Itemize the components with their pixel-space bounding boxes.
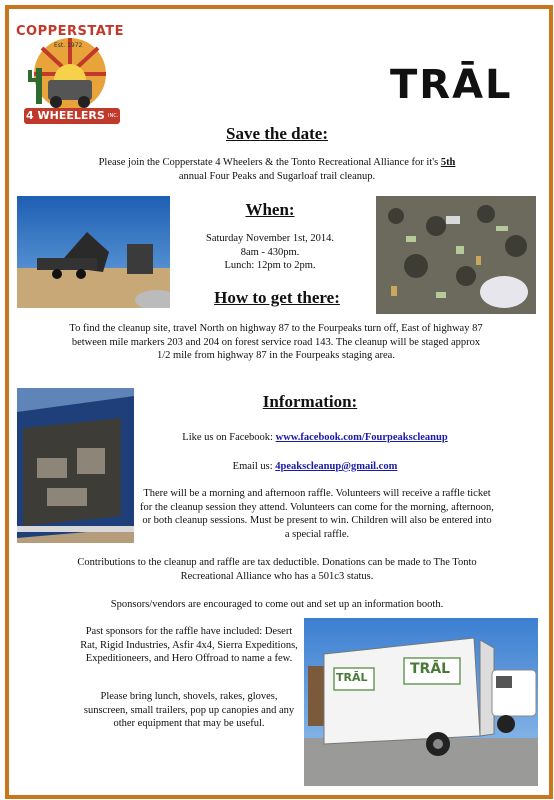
intro-text: Please join the Copperstate 4 Wheelers & the Tonto Recreational Alliance for it's	[98, 157, 441, 168]
email-line	[140, 460, 490, 474]
past-sponsors-text: Past sponsors for the raffle have included: Desert Rat, Rigid Industries, Asfir 4x4, Sierra Expeditions, Expeditioneers, and Hero Offroad to name a few.	[80, 626, 298, 664]
when-heading: When:	[245, 200, 295, 219]
email-label: Email us:	[232, 461, 276, 472]
directions-heading: How to get there:	[214, 288, 340, 307]
logo-top-text: COPPERSTATE	[16, 24, 125, 39]
trailer-logo-right: TRĀL	[410, 661, 451, 677]
when-lunch: Lunch: 12pm to 2pm.	[224, 260, 316, 271]
intro-line2: annual Four Peaks and Sugarloaf trail cleanup.	[178, 170, 376, 182]
save-the-date-heading: Save the date:	[226, 124, 328, 143]
raffle-text: There will be a morning and afternoon raffle. Volunteers will receive a raffle ticket for the cleanup session they attend. Volunteers can come for the morning, afternoon, or both cleanup sessions. Must be present to win. Children will also be entered into a special raffle.	[140, 488, 494, 540]
logo-est-text: Est. 1972	[54, 42, 83, 49]
copperstate-logo	[14, 20, 126, 132]
facebook-label: Like us on Facebook:	[182, 432, 276, 443]
sponsors-text: Sponsors/vendors are encouraged to come out and set up an information booth.	[110, 599, 444, 610]
trailer-logo-left: TRĀL	[336, 671, 368, 684]
dumpster-photo	[17, 388, 134, 543]
logo-inc-text: INC.	[108, 113, 119, 119]
logo-bottom-text: 4 WHEELERS	[26, 109, 105, 122]
contributions-text: Contributions to the cleanup and raffle are tax deductible. Donations can be made to The Tonto Recreational Alliance who has a 501c3 status.	[77, 557, 477, 582]
trailer-photo	[304, 618, 538, 786]
directions-text: To find the cleanup site, travel North on highway 87 to the Fourpeaks turn off, East of highway 87 between mile markers 203 and 204 on forest service road 143. The cleanup will be staged approx 1/2 mile from highway 87 in the Fourpeaks staging area.	[69, 323, 483, 361]
facebook-line	[140, 431, 490, 445]
intro-bold: 5th	[440, 157, 456, 168]
when-hours: 8am - 430pm.	[240, 246, 300, 258]
when-date: Saturday November 1st, 2014.	[205, 233, 335, 244]
save-the-date-intro	[40, 156, 514, 183]
facebook-link[interactable]: www.facebook.com/Fourpeakscleanup	[275, 432, 448, 443]
when-details	[170, 232, 370, 273]
email-link[interactable]: 4peakscleanup@gmail.com	[275, 461, 398, 472]
information-heading: Information:	[262, 392, 358, 411]
tral-logo: TRĀL	[390, 62, 513, 108]
bring-text: Please bring lunch, shovels, rakes, gloves, sunscreen, small trailers, pop up canopies and any other equipment that may be useful.	[83, 691, 295, 729]
